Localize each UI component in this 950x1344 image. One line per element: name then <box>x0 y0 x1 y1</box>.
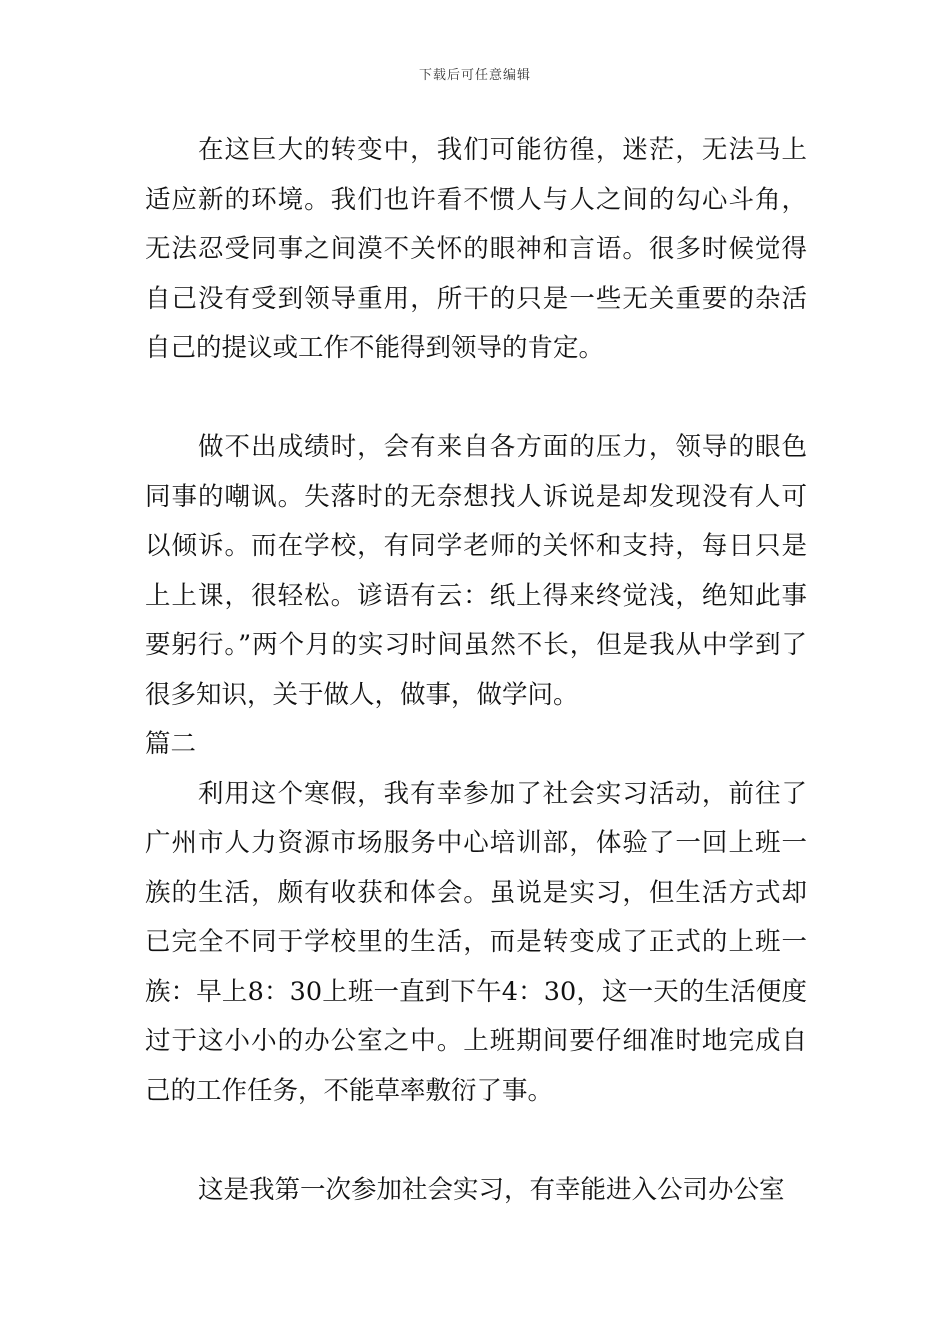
paragraph-spacer <box>145 374 807 424</box>
page-header-note: 下载后可任意编辑 <box>418 68 531 83</box>
document-body <box>145 126 807 1215</box>
section-heading: 篇二 <box>145 729 197 759</box>
paragraph-1: 在这巨大的转变中，我们可能彷徨，迷茫，无法马上适应新的环境。我们也许看不惯人与人之间的勾心斗角，无法忍受同事之间漠不关怀的眼神和言语。很多时候觉得自己没有受到领导重用，所干的只是一些无关重要的杂活自己的提议或工作不能得到领导的肯定。 <box>145 135 807 363</box>
paragraph-4: 这是我第一次参加社会实习，有幸能进入公司办公室 <box>198 1174 785 1205</box>
paragraph-3: 利用这个寒假，我有幸参加了社会实习活动，前往了广州市人力资源市场服务中心培训部，体验了一回上班一族的生活，颇有收获和体会。虽说是实习，但生活方式却已完全不同于学校里的生活，而是转变成了正式的上班一族：早上8：30上班一直到下午4：30，这一天的生活便度过于这小小的办公室之中。上班期间要仔细准时地完成自己的工作任务，不能草率敷衍了事。 <box>145 778 807 1106</box>
paragraph-spacer <box>145 1116 807 1166</box>
paragraph-2: 做不出成绩时，会有来自各方面的压力，领导的眼色同事的嘲讽。失落时的无奈想找人诉说是却发现没有人可以倾诉。而在学校，有同学老师的关怀和支持，每日只是上上课，很轻松。谚语有云：纸上得来终觉浅，绝知此事要躬行。”两个月的实习时间虽然不长，但是我从中学到了很多知识，关于做人，做事，做学问。 <box>145 432 807 710</box>
